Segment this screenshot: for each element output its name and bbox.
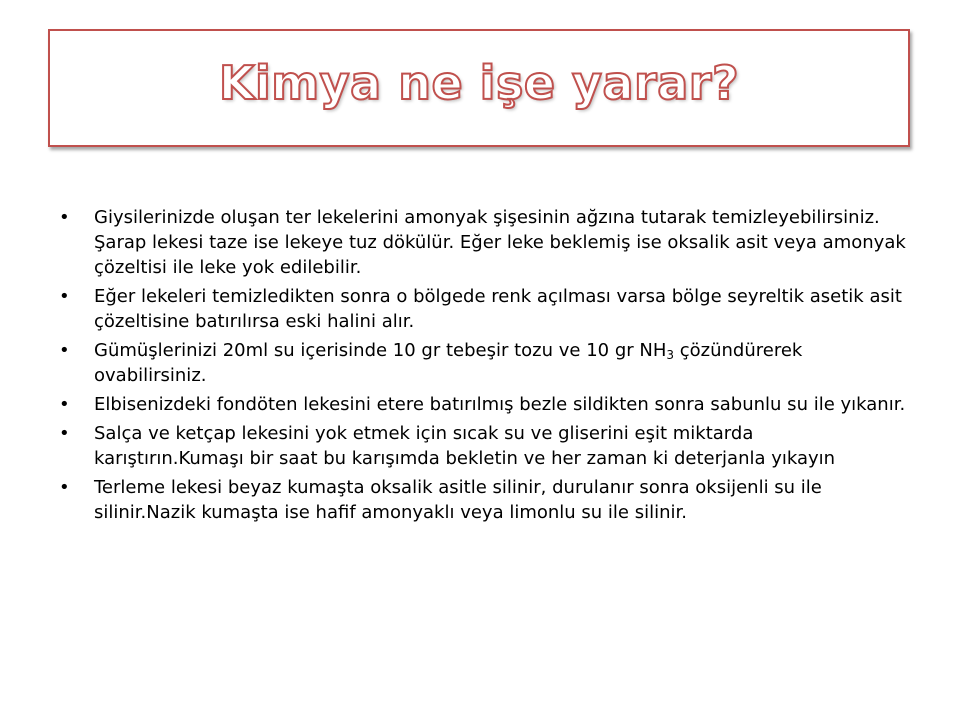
bullet-item [58, 392, 908, 417]
bullet-item [58, 284, 908, 334]
bullet-text [94, 340, 802, 386]
bullet-item [58, 475, 908, 525]
bullet-text: Eğer lekeleri temizledikten sonra o bölgede renk açılması varsa bölge seyreltik asetik asit çözeltisine batırılırsa eski halini alır. [94, 286, 902, 332]
bullet-icon: • [59, 394, 70, 415]
bullet-icon: • [59, 340, 70, 361]
bullet-item [58, 338, 908, 388]
slide-content [58, 205, 908, 529]
bullet-icon: • [59, 207, 70, 228]
bullet-text-before: Gümüşlerinizi 20ml su içerisinde 10 gr tebeşir tozu ve 10 gr NH [94, 340, 667, 361]
bullet-icon: • [59, 423, 70, 444]
bullet-text: Giysilerinizde oluşan ter lekelerini amonyak şişesinin ağzına tutarak temizleyebilirsiniz. Şarap lekesi taze ise lekeye tuz dökülür. Eğer leke beklemiş ise oksalik asit veya amonyak çözeltisi ile leke yok edilebilir. [94, 207, 906, 278]
bullet-text: Terleme lekesi beyaz kumaşta oksalik asitle silinir, durulanır sonra oksijenli su ile silinir.Nazik kumaşta ise hafif amonyaklı veya limonlu su ile silinir. [94, 477, 822, 523]
bullet-icon: • [59, 286, 70, 307]
title-box [48, 29, 910, 147]
bullet-icon: • [59, 477, 70, 498]
bullet-item [58, 421, 908, 471]
bullet-text: Elbisenizdeki fondöten lekesini etere batırılmış bezle sildikten sonra sabunlu su ile yıkanır. [94, 394, 906, 415]
subscript-3: 3 [666, 348, 675, 362]
slide-title: Kimya ne işe yarar? [218, 56, 740, 110]
bullet-item [58, 205, 908, 280]
bullet-list [58, 205, 908, 525]
bullet-text: Salça ve ketçap lekesini yok etmek için sıcak su ve gliserini eşit miktarda karıştırın.Kumaşı bir saat bu karışımda bekletin ve her zaman ki deterjanla yıkayın [94, 423, 836, 469]
bullet-text-after: çözündürerek ovabilirsiniz. [94, 340, 803, 386]
